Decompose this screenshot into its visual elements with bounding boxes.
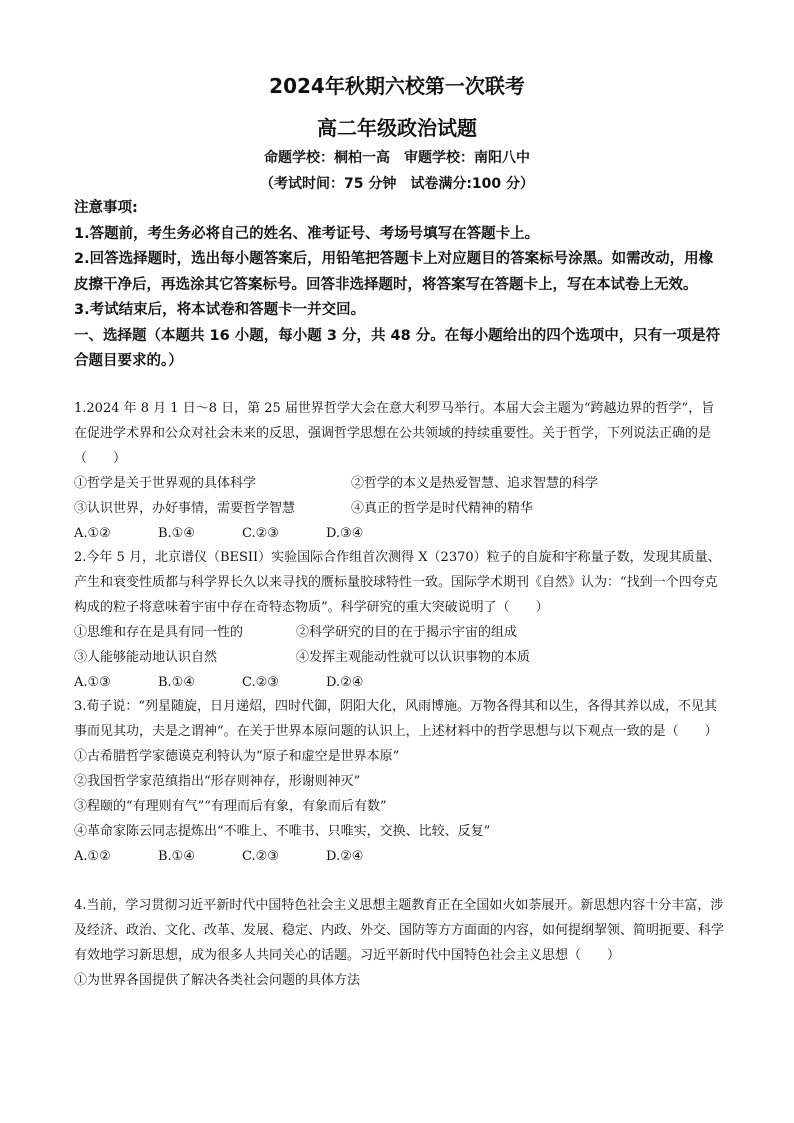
option-a: A.①② — [74, 526, 111, 541]
statement: ②哲学的本义是热爱智慧、追求智慧的科学 — [351, 476, 599, 491]
statement: ④发挥主观能动性就可以认识事物的本质 — [296, 650, 531, 665]
statement: ①古希腊哲学家德谟克利特认为“原子和虚空是世界本原” — [74, 749, 400, 764]
option-c: C.②③ — [242, 675, 279, 690]
option-b: B.①④ — [158, 526, 195, 541]
option-b: B.①④ — [158, 675, 195, 690]
statement-row — [74, 620, 724, 645]
statement-row — [74, 496, 724, 521]
notice-item-3: 3.考试结束后，将本试卷和答题卡一并交回。 — [74, 302, 366, 318]
exam-subtitle: 高二年级政治试题 — [317, 116, 477, 140]
question-3 — [74, 694, 724, 869]
question-stem: 2.今年 5 月，北京谱仪（BESII）实验国际合作组首次测得 X（2370）粒子的自旋和宇称量子数，发现其质量、产生和衰变性质都与科学界长久以来寻找的赝标量胶球特性一致。国际学术期刊《自然》认为：“找到一个四夸克构成的粒子将意味着宇宙中存在奇特态物质”。科学研究的重大突破说明了（ ） — [74, 550, 721, 615]
option-b: B.①④ — [158, 849, 195, 864]
answer-options — [74, 521, 724, 546]
question-stem: 3.荀子说：“列星随旋，日月递炤，四时代御，阴阳大化，风雨博施。万物各得其和以生，各得其养以成，不见其事而见其功，夫是之谓神”。在关于世界本原问题的认识上，上述材料中的哲学思想与以下观点一致的是（ ） — [74, 699, 718, 739]
notice-item-2: 2.回答选择题时，选出每小题答案后，用铅笔把答题卡上对应题目的答案标号涂黑。如需改动，用橡皮擦干净后，再选涂其它答案标号。回答非选择题时，将答案写在答题卡上，写在本试卷上无效。 — [74, 251, 714, 293]
notice-block — [74, 196, 724, 375]
option-c: C.②③ — [242, 526, 279, 541]
question-4 — [74, 893, 724, 993]
question-2 — [74, 545, 724, 695]
option-d: D.②④ — [326, 675, 364, 690]
statement: ④真正的哲学是时代精神的精华 — [351, 501, 534, 516]
answer-options — [74, 670, 724, 695]
statement: ②我国哲学家范缜指出“形存则神存，形谢则神灭” — [74, 774, 361, 789]
statement: ③程颐的“有理则有气”“有理而后有象，有象而后有数” — [74, 799, 387, 814]
exam-schools: 命题学校：桐柏一高 审题学校：南阳八中 — [264, 150, 530, 166]
statement: ②科学研究的目的在于揭示宇宙的组成 — [296, 625, 518, 640]
statement-row — [74, 645, 724, 670]
statement: ④革命家陈云同志提炼出“不唯上、不唯书、只唯实，交换、比较、反复” — [74, 824, 491, 839]
statement: ①为世界各国提供了解决各类社会问题的具体方法 — [74, 973, 361, 988]
notice-heading: 注意事项: — [74, 200, 138, 216]
option-a: A.①③ — [74, 675, 111, 690]
question-stem: 4.当前，学习贯彻习近平新时代中国特色社会主义思想主题教育正在全国如火如荼展开。新思想内容十分丰富，涉及经济、政治、文化、改革、发展、稳定、内政、外交、国防等方方面面的内容，如何提纲挈领、简明扼要、科学有效地学习新思想，成为很多人共同关心的话题。习近平新时代中国特色社会主义思想（ ） — [74, 898, 725, 963]
statement: ①思维和存在是具有同一性的 — [74, 625, 244, 640]
option-d: D.③④ — [326, 526, 364, 541]
statement-row — [74, 471, 724, 496]
exam-title: 2024年秋期六校第一次联考 — [269, 74, 525, 98]
notice-item-1: 1.答题前，考生务必将自己的姓名、准考证号、考场号填写在答题卡上。 — [74, 225, 540, 242]
statement: ①哲学是关于世界观的具体科学 — [74, 476, 257, 491]
exam-info: （考试时间：75 分钟 试卷满分:100 分） — [259, 176, 535, 192]
option-c: C.②③ — [242, 849, 279, 864]
option-d: D.②④ — [326, 849, 364, 864]
section-heading: 一、选择题（本题共 16 小题，每小题 3 分，共 48 分。在每小题给出的四个选项中，只有一项是符合题目要求的。） — [74, 327, 721, 369]
question-stem: 1.2024 年 8 月 1 日～8 日，第 25 届世界哲学大会在意大利罗马举行。本届大会主题为“跨越边界的哲学”，旨在促进学术界和公众对社会未来的反思，强调哲学思想在公共领域的持续重要性。关于哲学，下列说法正确的是（ ） — [74, 401, 715, 466]
statement: ③认识世界，办好事情，需要哲学智慧 — [74, 501, 296, 516]
statement: ③人能够能动地认识自然 — [74, 650, 218, 665]
answer-options — [74, 844, 724, 869]
option-a: A.①② — [74, 849, 111, 864]
question-1 — [74, 396, 724, 546]
